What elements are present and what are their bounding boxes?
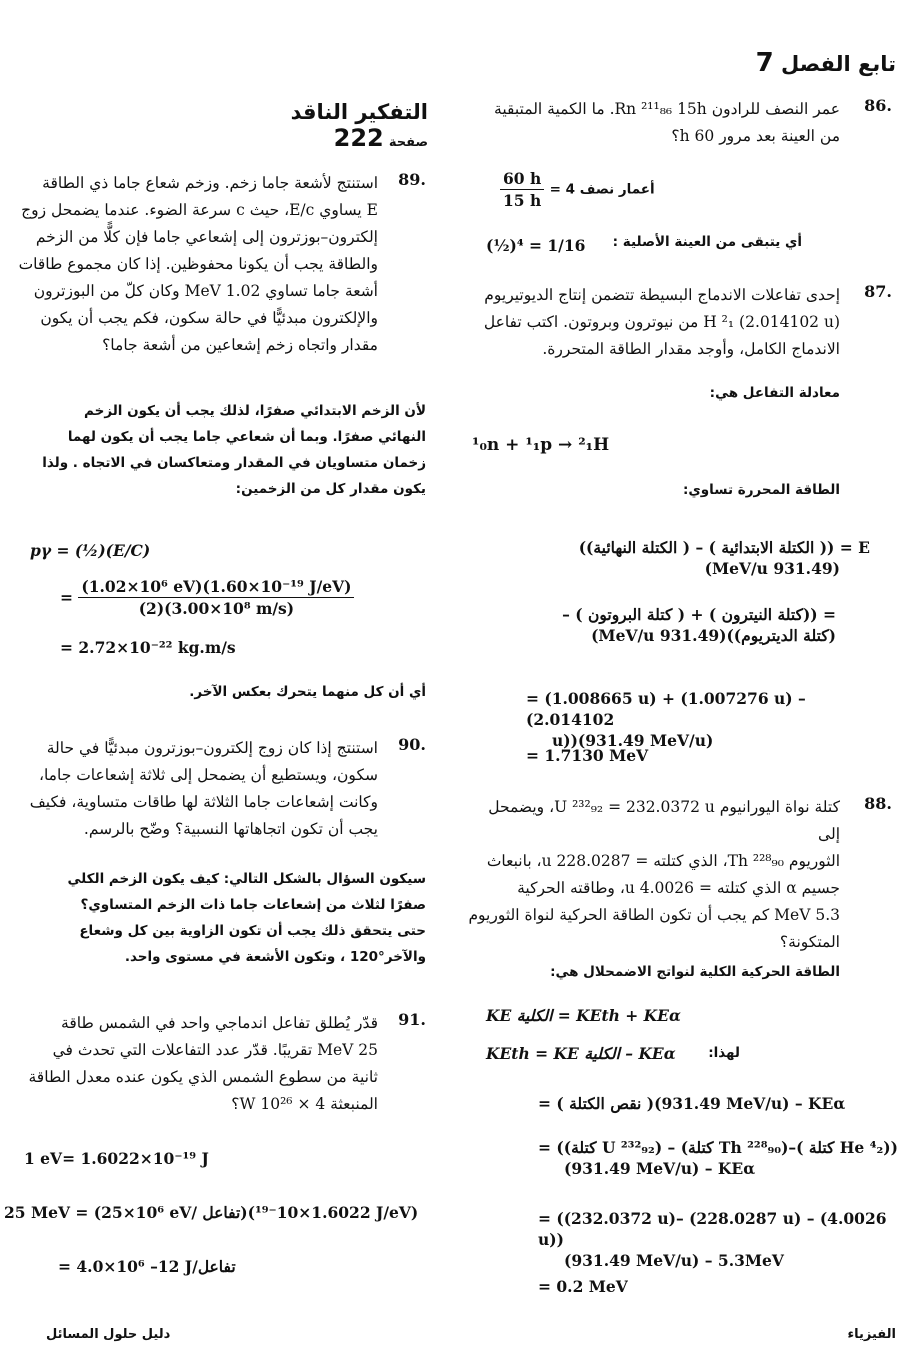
momentum-substitution: = $\frac{\text{(1.02×10⁶ eV)(1.60×10⁻¹⁹ J/eV)}}{\text{(2)(3.00×10⁸ m/s)}}$ <box>60 576 354 619</box>
question-number: 86. <box>864 96 892 115</box>
question-text: كتلة نواة اليورانيوم U ²³²₉₂ = 232.0372 u، ويضمحل إلى الثوريوم Th ²²⁸₉₀، الذي كتلته = 228.0287 u، بانبعاث جسيم α الذي كتلته = 4.0026 u، وطاقته الحركية 5.3 MeV كم يجب أن تكون الطاقة الحركية لنواة الثوريوم المتكونة؟ <box>468 798 840 951</box>
page-label: صفحة <box>388 135 428 150</box>
momentum-fraction: $\frac{\text{(1.02×10⁶ eV)(1.60×10⁻¹⁹ J/eV)}}{\text{(2)(3.00×10⁸ m/s)}}$ <box>78 576 354 619</box>
kinetic-energy-line-2: KEth = KE الكلية – KEα <box>486 1044 676 1063</box>
question-88 <box>462 794 892 956</box>
kinetic-energy-line-3: = ( نقص الكتلة )(931.49 MeV/u) – KEα <box>538 1094 846 1113</box>
reaction-energy-result: = 4.0×10⁶ –12 J/تفاعل <box>58 1257 236 1276</box>
answer-label: معادلة التفاعل هي: <box>709 385 840 401</box>
footer-subject: الفيزياء <box>847 1327 896 1342</box>
kinetic-energy-line-4: = ((كتلة U ²³²₉₂) – (كتلة Th ²²⁸₉₀)–( كتلة He ⁴₂)) (931.49 MeV/u) – KEα <box>538 1138 898 1178</box>
question-number: 90. <box>398 735 426 754</box>
answer-90: سيكون السؤال بالشكل التالي: كيف يكون الزخم الكلي صفرًا لثلاث من إشعاعات جاما ذات الزخم المتساوي؟ حتى يتحقق ذلك يجب أن تكون الزاوية بين كل وشعاع والآخر°120 ، وتكون الأشعة في مستوى واحد. <box>67 871 426 965</box>
question-number: 89. <box>398 170 426 189</box>
footer-guide-title: دليل حلول المسائل <box>46 1327 171 1342</box>
fusion-reaction: ¹₀n + ¹₁p → ²₁H <box>472 435 610 455</box>
question-text: إحدى تفاعلات الاندماج البسيطة تتضمن إنتاج الديوتيريوم H ²₁ (2.014102 u) من نيوترون وبروتون. اكتب تفاعل الاندماج الكامل، وأوجد مقدار الطاقة المتحررة. <box>483 286 840 358</box>
question-number: 87. <box>864 282 892 301</box>
energy-equation-line-1: E = (( الكتلة الابتدائية ) – ( الكتلة النهائية)) (931.49 MeV/u) <box>578 538 870 578</box>
energy-equation-line-2: = ((كتلة النيترون ) + ( كتلة البروتون ) – (كتلة الديتريوم))(931.49 MeV/u) <box>562 605 836 645</box>
question-89 <box>4 170 426 359</box>
chapter-text: تابع الفصل <box>781 52 896 76</box>
kinetic-energy-result: = 0.2 MeV <box>538 1277 628 1296</box>
energy-equation-line-3: = (1.008665 u) + (1.007276 u) – (2.014102 u))(931.49 MeV/u) <box>526 689 806 750</box>
question-text: استنتج لأشعة جاما زخم. وزخم شعاع جاما ذي الطاقة E يساوي E/c، حيث c سرعة الضوء. عندما يضمحل زوج إلكترون–بوزترون إلى إشعاعي جاما فإن كلًّا من الزخم والطاقة يجب أن يكونا محفوظين. إذا كان مجموع طاقات أشعة جاما تساوي 1.02 MeV وكان كلّ من البوزترون والإلكترون مبدئيًّا في حالة سكون، فكم يجب أن يكون مقدار واتجاه زخم إشعاعين من أشعة جاما؟ <box>18 174 378 354</box>
page-number: 222 <box>333 124 384 152</box>
question-87 <box>462 282 892 363</box>
question-number: 88. <box>864 794 892 813</box>
question-number: 91. <box>398 1010 426 1029</box>
question-90 <box>4 735 426 843</box>
time-fraction: $\frac{60 h}{15 h}$ <box>500 168 544 211</box>
momentum-conclusion: أي أن كل منهما يتحرك بعكس الآخر. <box>189 684 426 700</box>
question-text: قدّر يُطلق تفاعل اندماجي واحد في الشمس طاقة 25 MeV تقريبًا. قدّر عدد التفاعلات التي تحدث في ثانية من سطوع الشمس الذي يكون عنده معدل الطاقة المنبعثة 4 × 10²⁶ W؟ <box>28 1014 378 1113</box>
chapter-header <box>756 48 896 78</box>
half-lives-equation: $\frac{60 h}{15 h}$ = 4 أعمار نصف <box>500 168 655 211</box>
momentum-formula: pγ = (½)(E/C) <box>30 541 151 560</box>
question-text: عمر النصف للرادون Rn ²¹¹₈₆ 15h. ما الكمية المتبقية من العينة بعد مرور 60 h؟ <box>494 100 840 145</box>
kinetic-energy-line-5: = ((232.0372 u)– (228.0287 u) – (4.0026 u)) (931.49 MeV/u) – 5.3MeV <box>538 1209 887 1270</box>
page-reference <box>334 124 428 152</box>
question-86 <box>462 96 892 150</box>
chapter-number: 7 <box>755 48 774 78</box>
question-text: استنتج إذا كان زوج إلكترون–بوزترون مبدئيًّا في حالة سكون، ويستطيع أن يضمحل إلى ثلاثة إشعاعات جاما، وكانت إشعاعات جاما الثلاثة لها طاقات متساوية، فكيف يجب أن تكون اتجاهاتها النسبية؟ وضّح بالرسم. <box>29 739 378 838</box>
electron-volt-conversion: 1 eV= 1.6022×10⁻¹⁹ J <box>24 1149 209 1168</box>
remaining-label: أي يتبقى من العينة الأصلية : <box>612 234 802 250</box>
momentum-result: = 2.72×10⁻²² kg.m/s <box>60 638 236 657</box>
answer-label: الطاقة الحركية الكلية لنواتج الاضمحلال هي: <box>550 964 840 980</box>
remaining-fraction-equation: (½)⁴ = 1/16 <box>486 236 586 255</box>
kinetic-energy-line-1: KE الكلية = KEth + KEα <box>486 1006 681 1025</box>
reaction-energy: 25 MeV = (25×10⁶ eV/ تفاعل)(1.6022×10⁻¹⁹ J/eV) <box>4 1203 419 1222</box>
energy-result: = 1.7130 MeV <box>526 746 649 765</box>
answer-89: لأن الزخم الابتدائي صفرًا، لذلك يجب أن يكون الزخم النهائي صفرًا. وبما أن شعاعي جاما يجب أن يكون لهما زخمان متساويان في المقدار ومتعاكسان في الاتجاه . ولذا يكون مقدار كل من الزخمين: <box>42 403 426 497</box>
answer-label: الطاقة المحررة تساوي: <box>683 482 840 498</box>
section-title: التفكير الناقد <box>290 100 428 124</box>
question-91 <box>4 1010 426 1118</box>
hence-label: لهذا: <box>708 1045 740 1061</box>
